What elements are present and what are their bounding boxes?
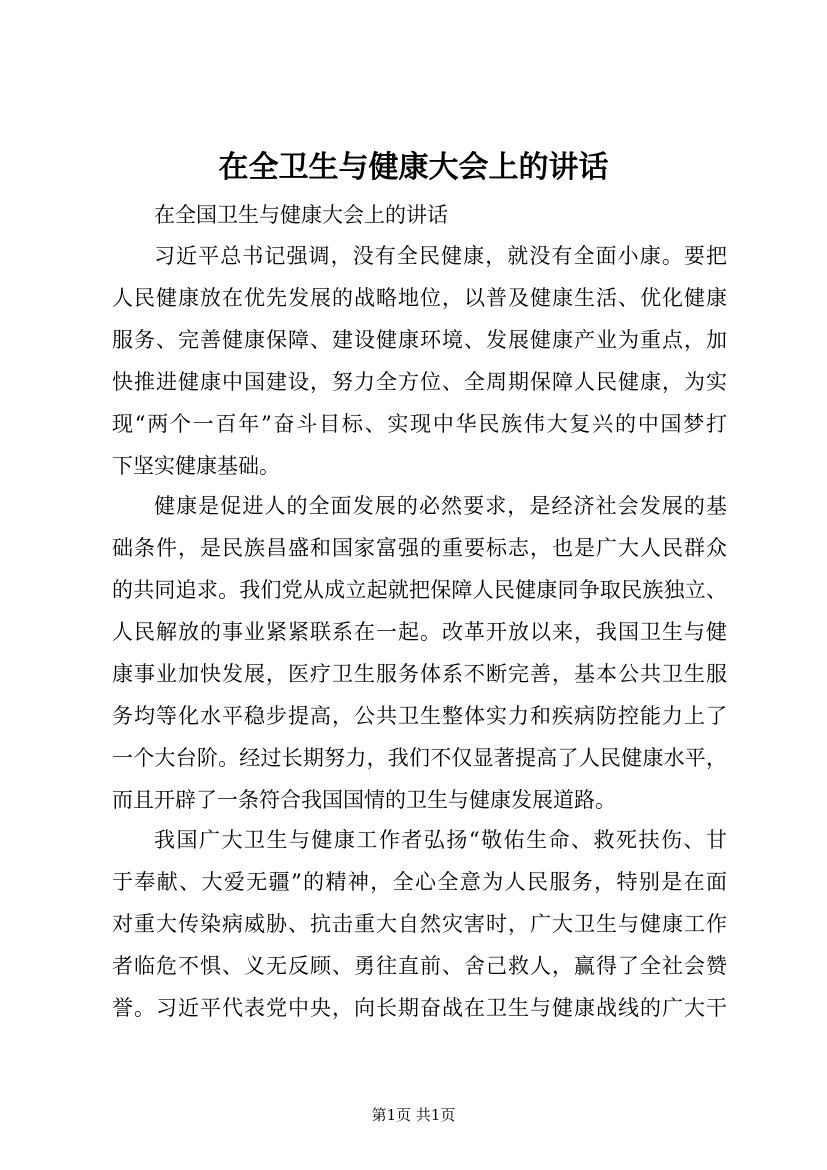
paragraph-line: 而且开辟了一条符合我国国情的卫生与健康发展道路。: [112, 788, 616, 812]
paragraph-line: 一个大台阶。经过长期努力，我们不仅显著提高了人民健康水平，: [112, 746, 727, 770]
paragraph-line: 的共同追求。我们党从成立起就把保障人民健康同争取民族独立、: [112, 578, 727, 602]
paragraph-line: 人民解放的事业紧紧联系在一起。改革开放以来，我国卫生与健: [112, 620, 727, 644]
paragraph-line: 下坚实健康基础。: [112, 454, 280, 478]
paragraph-line: 于奉献、大爱无疆”的精神，全心全意为人民服务，特别是在面: [112, 870, 727, 894]
document-title: 在全卫生与健康大会上的讲话: [218, 150, 609, 185]
document-subtitle: 在全国卫生与健康大会上的讲话: [154, 203, 448, 227]
page-number: 第1页 共1页: [371, 1106, 456, 1124]
paragraph-line: 服务、完善健康保障、建设健康环境、发展健康产业为重点，加: [112, 328, 727, 352]
paragraph-line: 健康是促进人的全面发展的必然要求，是经济社会发展的基: [154, 494, 727, 518]
paragraph-line: 务均等化水平稳步提高，公共卫生整体实力和疾病防控能力上了: [112, 704, 727, 728]
paragraph-line: 习近平总书记强调，没有全民健康，就没有全面小康。要把: [154, 244, 727, 268]
paragraph-line: 康事业加快发展，医疗卫生服务体系不断完善，基本公共卫生服: [112, 662, 727, 686]
paragraph-line: 人民健康放在优先发展的战略地位，以普及健康生活、优化健康: [112, 286, 727, 310]
paragraph-line: 快推进健康中国建设，努力全方位、全周期保障人民健康，为实: [112, 370, 727, 394]
paragraph-line: 誉。习近平代表党中央，向长期奋战在卫生与健康战线的广大干: [112, 996, 727, 1020]
paragraph-line: 者临危不惧、义无反顾、勇往直前、舍己救人，赢得了全社会赞: [112, 954, 727, 978]
paragraph-line: 对重大传染病威胁、抗击重大自然灾害时，广大卫生与健康工作: [112, 912, 727, 936]
paragraph-line: 础条件，是民族昌盛和国家富强的重要标志，也是广大人民群众: [112, 536, 727, 560]
paragraph-line: 现“两个一百年”奋斗目标、实现中华民族伟大复兴的中国梦打: [112, 412, 727, 436]
paragraph-line: 我国广大卫生与健康工作者弘扬“敬佑生命、救死扶伤、甘: [154, 828, 727, 852]
